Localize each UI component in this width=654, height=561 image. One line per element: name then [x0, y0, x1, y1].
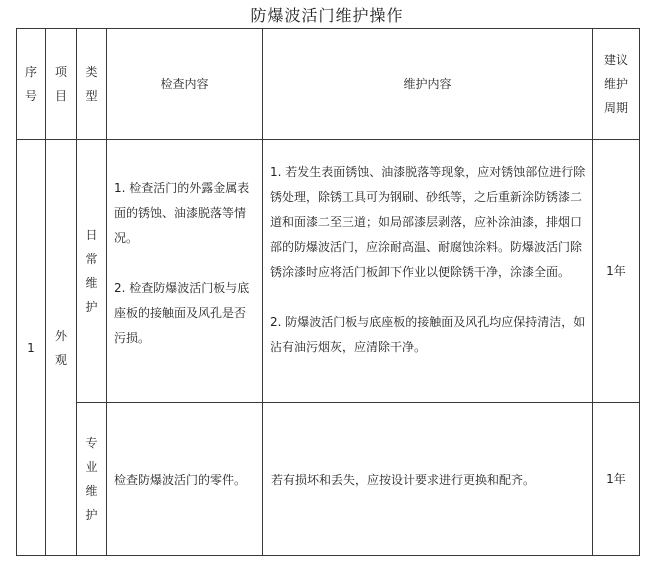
maintain-pro: 若有损坏和丢失，应按设计要求进行更换和配齐。 — [271, 473, 536, 487]
table-border-bottom — [16, 555, 640, 556]
type-daily-char: 日 — [85, 228, 98, 242]
row-item — [46, 140, 76, 555]
header-index-char: 号 — [24, 89, 37, 103]
maintain-line: 锈涂漆时应将活门板卸下作业以便除锈干净，涂漆全面。 — [270, 265, 571, 279]
header-item-char: 目 — [54, 89, 67, 103]
row-divider — [76, 402, 640, 403]
type-pro — [77, 403, 106, 555]
maintain-line: 部的防爆波活门，应涂耐高温、耐腐蚀涂料。防爆波活门除 — [270, 240, 583, 254]
check-line: 况。 — [114, 231, 139, 245]
header-divider — [16, 139, 640, 140]
row-index: 1 — [27, 340, 35, 355]
maintain-line: 道和面漆二至三道；如局部漆层剥落，应补涂油漆，排烟口 — [270, 215, 583, 229]
row-item-char: 观 — [54, 352, 67, 367]
type-daily-char: 维 — [85, 276, 98, 290]
check-daily — [114, 176, 260, 351]
check-line: 面的锈蚀、油漆脱落等情 — [114, 206, 247, 220]
header-cycle-line: 维护 — [603, 77, 628, 91]
type-pro-char: 专 — [85, 436, 98, 450]
type-pro-char: 维 — [85, 484, 98, 498]
maintain-line: 2. 防爆波活门板与底座板的接触面及风孔均应保持清洁，如 — [270, 315, 586, 329]
check-pro: 检查防爆波活门的零件。 — [114, 473, 247, 487]
type-pro-char: 业 — [85, 460, 98, 474]
type-daily-char: 护 — [85, 300, 98, 314]
check-line: 污损。 — [114, 331, 151, 345]
header-maintain: 维护内容 — [403, 77, 452, 91]
page-title: 防爆波活门维护操作 — [250, 6, 404, 25]
header-type-char: 类 — [85, 65, 98, 79]
maintain-line: 沾有油污烟灰，应清除干净。 — [270, 340, 427, 354]
row-item-char: 外 — [54, 328, 67, 343]
check-line: 1. 检查活门的外露金属表 — [114, 181, 250, 195]
type-pro-char: 护 — [85, 508, 98, 522]
maintain-line: 1. 若发生表面锈蚀、油漆脱落等现象，应对锈蚀部位进行除 — [270, 165, 586, 179]
header-item-char: 项 — [54, 65, 67, 79]
header-item — [46, 29, 76, 139]
header-index — [17, 29, 45, 139]
header-type — [77, 29, 106, 139]
type-daily-char: 常 — [85, 252, 98, 266]
check-line: 座板的接触面及风孔是否 — [114, 306, 247, 320]
header-index-char: 序 — [24, 65, 37, 79]
check-line: 2. 检查防爆波活门板与底 — [114, 281, 250, 295]
cycle-pro: 1年 — [606, 472, 626, 486]
header-check: 检查内容 — [160, 77, 209, 91]
header-cycle-line: 建议 — [603, 53, 628, 67]
header-cycle — [593, 29, 639, 139]
table-border-right — [639, 28, 640, 556]
maintain-daily — [270, 160, 592, 360]
cycle-daily: 1年 — [606, 264, 626, 278]
type-daily — [77, 140, 106, 402]
header-type-char: 型 — [85, 89, 98, 103]
header-cycle-line: 周期 — [603, 101, 628, 115]
maintain-line: 锈处理，除锈工具可为钢刷、砂纸等，之后重新涂防锈漆二 — [270, 190, 583, 204]
